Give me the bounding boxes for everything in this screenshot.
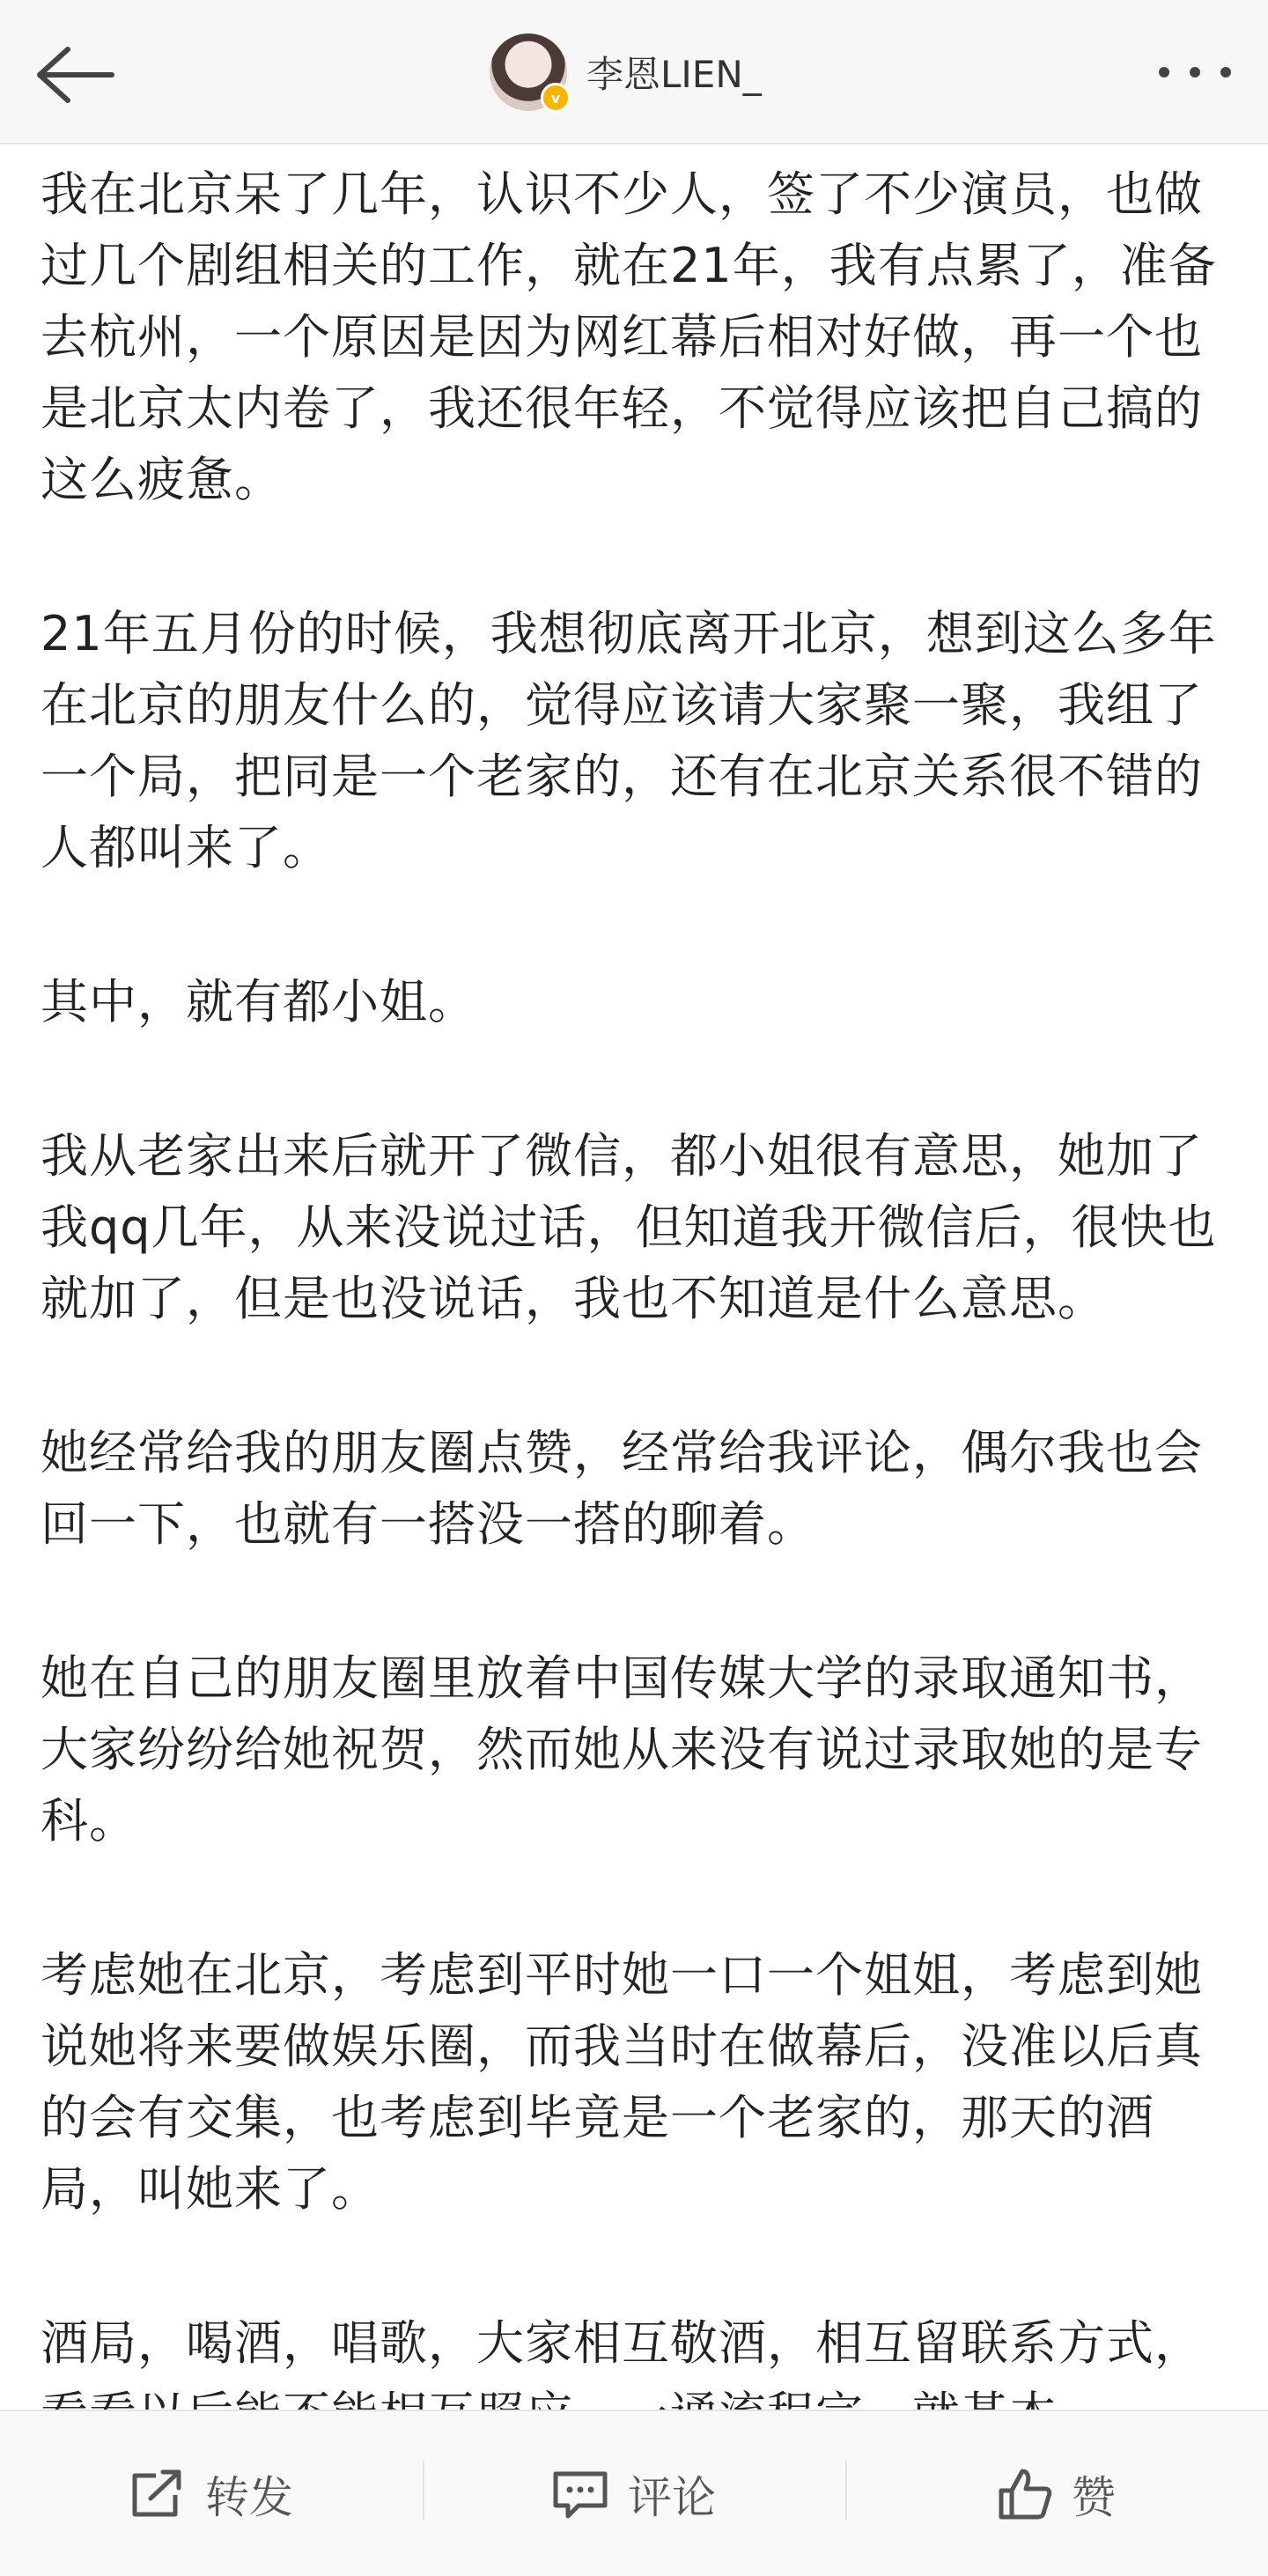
repost-label: 转发	[205, 2471, 293, 2523]
avatar[interactable]	[490, 33, 567, 111]
paragraph-8: 酒局，喝酒，唱歌，大家相互敬酒，相互留联系方式，	[41, 2315, 1203, 2371]
like-label: 赞	[1072, 2471, 1116, 2523]
thumbs-up-icon	[998, 2468, 1052, 2521]
paragraph-7: 考虑她在北京，考虑到平时她一口一个姐姐，考虑到她说她将来要做娱乐圈，而我当时在做幕后，没准以后真的会有交集，也考虑到毕竟是一个老家的，那天的酒局，叫她来了。	[41, 1947, 1203, 2217]
username[interactable]: 李恩LIEN_	[586, 53, 762, 96]
more-dots-icon	[1155, 63, 1235, 81]
paragraph-3: 其中，就有都小姐。	[41, 974, 476, 1030]
more-options-button[interactable]	[1146, 46, 1243, 99]
comment-label: 评论	[628, 2471, 716, 2523]
repost-button[interactable]	[0, 2411, 423, 2576]
top-navigation-bar	[0, 0, 1268, 144]
user-profile-link[interactable]	[490, 32, 762, 113]
post-content	[41, 146, 1238, 2410]
share-icon	[129, 2469, 186, 2520]
paragraph-5: 她经常给我的朋友圈点赞，经常给我评论，偶尔我也会回一下，也就有一搭没一搭的聊着。	[41, 1425, 1203, 1552]
comment-icon	[552, 2469, 608, 2520]
comment-button[interactable]	[423, 2411, 845, 2576]
bottom-action-bar	[0, 2410, 1268, 2576]
paragraph-4: 我从老家出来后就开了微信，都小姐很有意思，她加了我qq几年，从来没说过话，但知道我开微信后，很快也就加了，但是也没说话，我也不知道是什么意思。	[41, 1128, 1217, 1326]
paragraph-2: 21年五月份的时候，我想彻底离开北京，想到这么多年在北京的朋友什么的，觉得应该请大家聚一聚，我组了一个局，把同是一个老家的，还有在北京关系很不错的人都叫来了。	[41, 606, 1217, 875]
paragraph-6: 她在自己的朋友圈里放着中国传媒大学的录取通知书，大家纷纷给她祝贺，然而她从来没有说过录取她的是专科。	[41, 1650, 1203, 1849]
paragraph-1: 我在北京呆了几年，认识不少人，签了不少演员，也做过几个剧组相关的工作，就在21年，我有点累了，准备去杭州，一个原因是因为网红幕后相对好做，再一个也是北京太内卷了，我还很年轻，不觉得应该把自己搞的这么疲惫。	[41, 166, 1217, 507]
back-button[interactable]	[26, 35, 123, 114]
like-button[interactable]	[845, 2411, 1268, 2576]
verified-badge-icon: v	[541, 83, 571, 113]
back-arrow-icon	[33, 44, 117, 106]
